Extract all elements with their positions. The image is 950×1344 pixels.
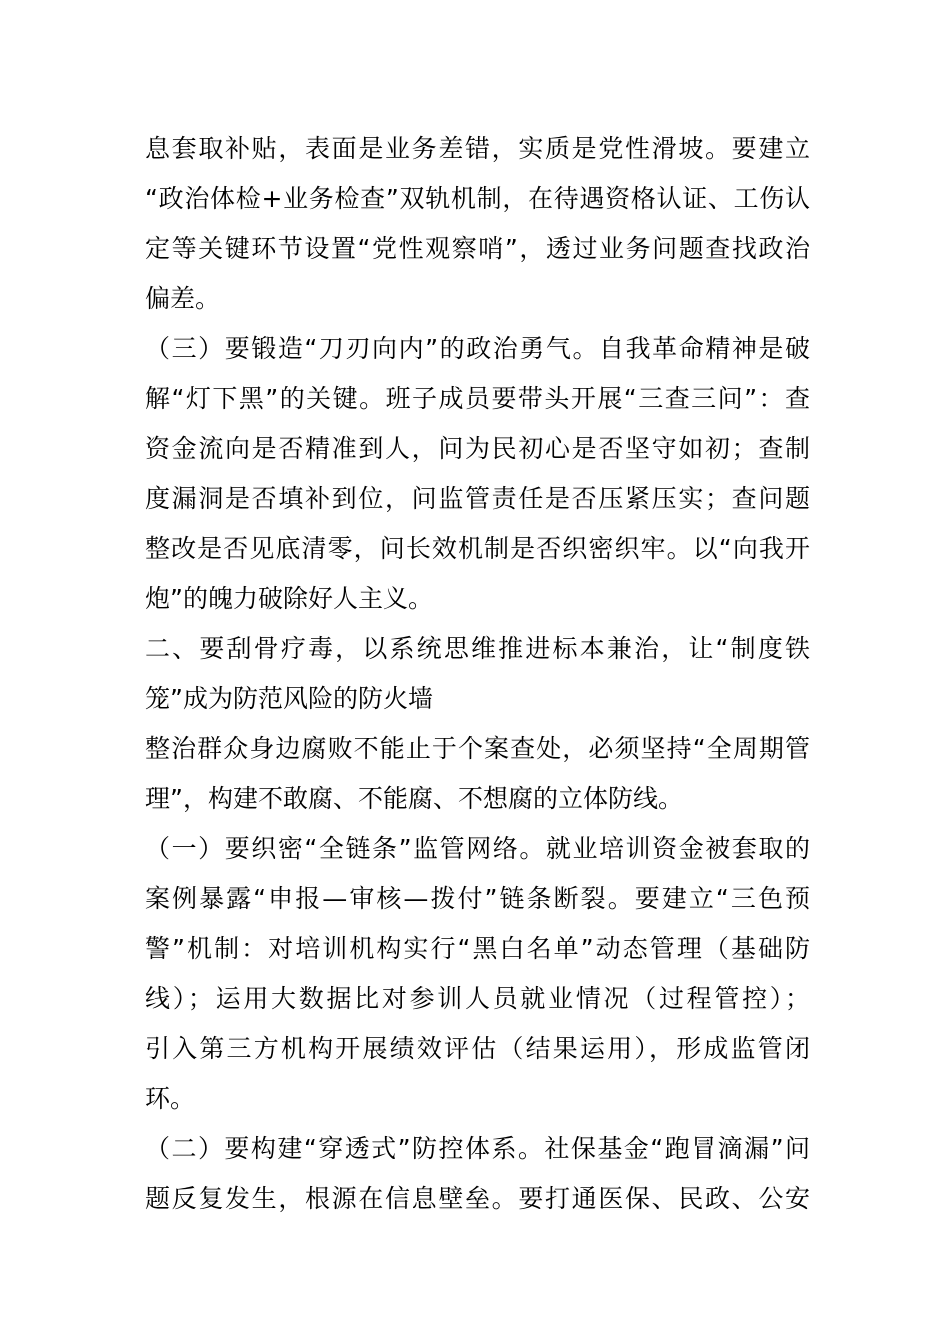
text-line: 偏差。 xyxy=(145,284,221,313)
text-line: 题反复发生，根源在信息壁垒。要打通医保、民政、公安 xyxy=(145,1184,810,1213)
document-body xyxy=(145,124,810,1224)
text-line: 环。 xyxy=(145,1084,196,1113)
text-line: 整治群众身边腐败不能止于个案查处，必须坚持“全周期管 xyxy=(145,734,810,763)
text-line: 理”，构建不敢腐、不能腐、不想腐的立体防线。 xyxy=(145,784,683,813)
text-line: 线）；运用大数据比对参训人员就业情况（过程管控）； xyxy=(145,984,810,1013)
text-line: 引入第三方机构开展绩效评估（结果运用），形成监管闭 xyxy=(145,1034,810,1063)
text-line: （一）要织密“全链条”监管网络。就业培训资金被套取的 xyxy=(145,834,810,863)
text-line: 解“灯下黑”的关键。班子成员要带头开展“三查三问”：查 xyxy=(145,384,810,413)
text-line: （二）要构建“穿透式”防控体系。社保基金“跑冒滴漏”问 xyxy=(145,1134,810,1163)
text-line: 炮”的魄力破除好人主义。 xyxy=(145,584,433,613)
text-line: 警”机制：对培训机构实行“黑白名单”动态管理（基础防 xyxy=(145,934,810,963)
text-line: “政治体检+业务检查”双轨机制，在待遇资格认证、工伤认 xyxy=(145,184,810,213)
text-line: 二、要刮骨疗毒，以系统思维推进标本兼治，让“制度铁 xyxy=(145,634,810,663)
text-line: 资金流向是否精准到人，问为民初心是否坚守如初；查制 xyxy=(145,434,810,463)
text-line: 笼”成为防范风险的防火墙 xyxy=(145,684,433,713)
text-line: 度漏洞是否填补到位，问监管责任是否压紧压实；查问题 xyxy=(145,484,810,513)
text-line: 案例暴露“申报—审核—拨付”链条断裂。要建立“三色预 xyxy=(145,884,810,913)
text-line: 息套取补贴，表面是业务差错，实质是党性滑坡。要建立 xyxy=(145,134,810,163)
text-line: 整改是否见底清零，问长效机制是否织密织牢。以“向我开 xyxy=(145,534,810,563)
text-line: （三）要锻造“刀刃向内”的政治勇气。自我革命精神是破 xyxy=(145,334,810,363)
text-line: 定等关键环节设置“党性观察哨”，透过业务问题查找政治 xyxy=(145,234,810,263)
